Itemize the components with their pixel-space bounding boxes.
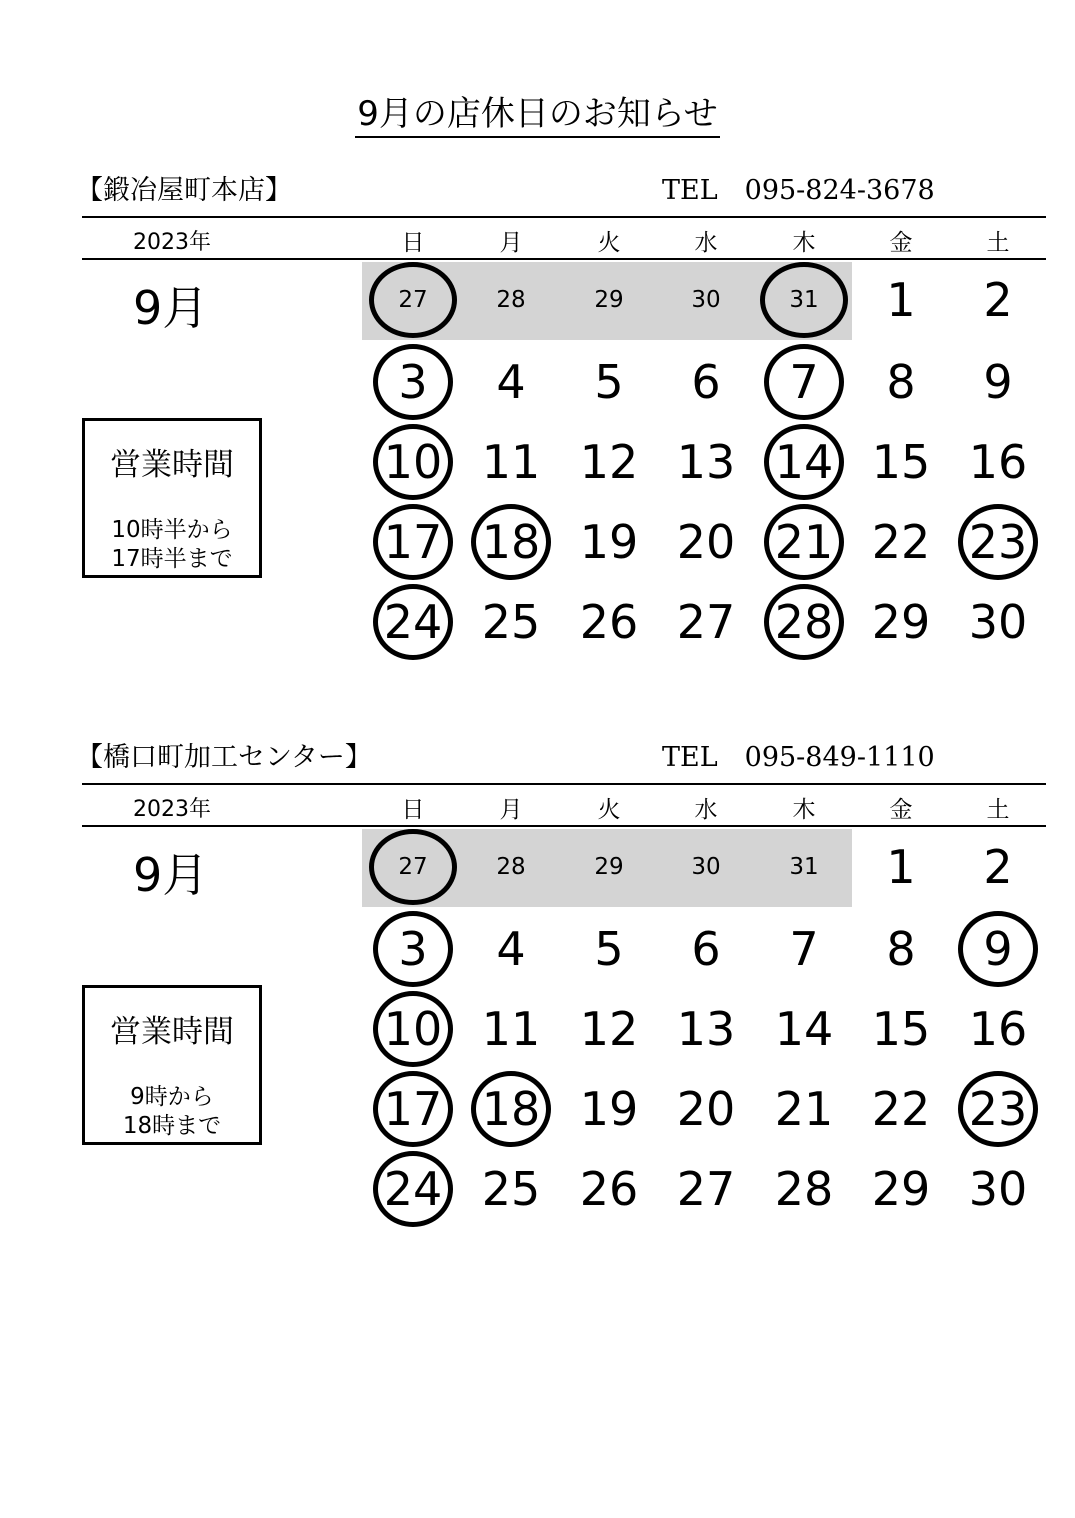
calendar-day — [661, 989, 751, 1069]
closed-day-circle — [958, 911, 1038, 987]
day-number: 25 — [481, 1162, 541, 1216]
day-number: 29 — [871, 595, 931, 649]
weekday-header: 月 — [499, 797, 523, 823]
business-hours-title: 営業時間 — [110, 447, 234, 483]
calendar-day — [759, 1149, 849, 1229]
closed-day-circle — [471, 1071, 551, 1147]
prev-month-day — [759, 827, 849, 907]
day-number: 10 — [383, 1002, 443, 1056]
weekday-header: 水 — [694, 797, 718, 823]
day-number: 22 — [871, 515, 931, 569]
closed-day-circle — [373, 1071, 453, 1147]
day-number: 27 — [398, 287, 428, 313]
prev-month-day — [564, 260, 654, 340]
calendar-day — [759, 422, 849, 502]
calendar-day — [856, 582, 946, 662]
calendar-day — [953, 1149, 1043, 1229]
calendar-month: 9月 — [133, 848, 209, 902]
day-number: 17 — [383, 1082, 443, 1136]
day-number: 31 — [789, 287, 819, 313]
day-number: 16 — [968, 435, 1028, 489]
day-number: 16 — [968, 1002, 1028, 1056]
weekday-header: 火 — [597, 230, 621, 256]
calendar-day — [953, 909, 1043, 989]
day-number: 29 — [594, 854, 624, 880]
closed-day-circle — [373, 1151, 453, 1227]
closed-day-circle — [764, 504, 844, 580]
day-number: 13 — [676, 435, 736, 489]
day-number: 14 — [774, 1002, 834, 1056]
prev-month-day — [368, 827, 458, 907]
header-rule-top — [82, 783, 1046, 785]
calendar-day — [368, 502, 458, 582]
day-number: 4 — [496, 922, 526, 976]
day-number: 30 — [968, 1162, 1028, 1216]
calendar-day — [466, 582, 556, 662]
weekday-header: 日 — [401, 797, 425, 823]
calendar-day — [759, 1069, 849, 1149]
calendar-month: 9月 — [133, 281, 209, 335]
closed-day-circle — [373, 344, 453, 420]
weekday-header: 金 — [889, 230, 913, 256]
day-number: 24 — [383, 1162, 443, 1216]
calendar-day — [661, 342, 751, 422]
calendar-day — [564, 422, 654, 502]
calendar-day — [759, 342, 849, 422]
closed-day-circle — [764, 584, 844, 660]
weekday-header: 木 — [792, 797, 816, 823]
day-number: 21 — [774, 1082, 834, 1136]
day-number: 28 — [774, 1162, 834, 1216]
calendar-day — [564, 502, 654, 582]
calendar-day — [661, 909, 751, 989]
day-number: 7 — [789, 355, 819, 409]
business-hours-box — [82, 418, 262, 578]
calendar-day — [856, 909, 946, 989]
day-number: 24 — [383, 595, 443, 649]
calendar-day — [466, 502, 556, 582]
calendar-day — [856, 260, 946, 340]
day-number: 28 — [496, 287, 526, 313]
calendar-day — [759, 989, 849, 1069]
prev-month-day — [661, 260, 751, 340]
calendar-day — [856, 827, 946, 907]
store-tel: TEL 095-849-1110 — [662, 742, 935, 773]
business-hours-line: 10時半から — [111, 517, 233, 543]
day-number: 23 — [968, 1082, 1028, 1136]
calendar-day — [856, 1149, 946, 1229]
day-number: 15 — [871, 435, 931, 489]
prev-month-day — [368, 260, 458, 340]
day-number: 9 — [983, 355, 1013, 409]
calendar-day — [564, 989, 654, 1069]
day-number: 4 — [496, 355, 526, 409]
closed-day-circle — [369, 829, 457, 905]
day-number: 27 — [676, 595, 736, 649]
day-number: 28 — [774, 595, 834, 649]
day-number: 25 — [481, 595, 541, 649]
prev-month-day — [564, 827, 654, 907]
calendar-day — [661, 502, 751, 582]
weekday-header: 火 — [597, 797, 621, 823]
prev-month-day — [759, 260, 849, 340]
calendar-day — [856, 1069, 946, 1149]
day-number: 10 — [383, 435, 443, 489]
store-section — [0, 735, 1075, 1375]
calendar-day — [564, 909, 654, 989]
business-hours-title: 営業時間 — [110, 1014, 234, 1050]
calendar-day — [368, 422, 458, 502]
day-number: 14 — [774, 435, 834, 489]
day-number: 23 — [968, 515, 1028, 569]
day-number: 19 — [579, 1082, 639, 1136]
day-number: 30 — [691, 854, 721, 880]
calendar-day — [953, 502, 1043, 582]
day-number: 22 — [871, 1082, 931, 1136]
calendar-day — [953, 582, 1043, 662]
day-number: 1 — [886, 273, 916, 327]
day-number: 5 — [594, 355, 624, 409]
header-rule-top — [82, 216, 1046, 218]
day-number: 28 — [496, 854, 526, 880]
day-number: 8 — [886, 922, 916, 976]
calendar-day — [466, 342, 556, 422]
weekday-header: 金 — [889, 797, 913, 823]
closed-day-circle — [373, 911, 453, 987]
weekday-header: 木 — [792, 230, 816, 256]
weekday-header: 水 — [694, 230, 718, 256]
closed-day-circle — [958, 1071, 1038, 1147]
closed-day-circle — [764, 344, 844, 420]
day-number: 3 — [398, 355, 428, 409]
calendar-day — [368, 909, 458, 989]
calendar-day — [466, 909, 556, 989]
calendar-day — [368, 989, 458, 1069]
weekday-header: 土 — [986, 797, 1010, 823]
day-number: 3 — [398, 922, 428, 976]
page-title-text: 9月の店休日のお知らせ — [355, 94, 720, 138]
closed-day-circle — [760, 262, 848, 338]
day-number: 20 — [676, 515, 736, 569]
business-hours-line: 18時まで — [122, 1113, 222, 1139]
closed-day-circle — [373, 424, 453, 500]
closed-day-circle — [958, 504, 1038, 580]
day-number: 30 — [691, 287, 721, 313]
day-number: 9 — [983, 922, 1013, 976]
day-number: 17 — [383, 515, 443, 569]
calendar-day — [856, 989, 946, 1069]
calendar-day — [856, 422, 946, 502]
calendar-day — [759, 909, 849, 989]
day-number: 29 — [871, 1162, 931, 1216]
day-number: 2 — [983, 273, 1013, 327]
calendar-year: 2023年 — [133, 797, 211, 822]
closed-day-circle — [369, 262, 457, 338]
day-number: 11 — [481, 435, 541, 489]
weekday-header: 日 — [401, 230, 425, 256]
calendar-day — [661, 1069, 751, 1149]
business-hours-line: 17時半まで — [111, 546, 233, 572]
calendar-day — [368, 342, 458, 422]
day-number: 2 — [983, 840, 1013, 894]
day-number: 26 — [579, 1162, 639, 1216]
day-number: 11 — [481, 1002, 541, 1056]
calendar-day — [759, 582, 849, 662]
store-name: 【橋口町加工センター】 — [76, 742, 372, 773]
calendar-day — [953, 342, 1043, 422]
calendar-day — [564, 1069, 654, 1149]
calendar-day — [368, 1149, 458, 1229]
calendar-day — [368, 582, 458, 662]
day-number: 21 — [774, 515, 834, 569]
calendar-day — [368, 1069, 458, 1149]
day-number: 6 — [691, 355, 721, 409]
day-number: 26 — [579, 595, 639, 649]
day-number: 18 — [481, 1082, 541, 1136]
day-number: 29 — [594, 287, 624, 313]
calendar-day — [856, 342, 946, 422]
calendar-day — [564, 582, 654, 662]
calendar-day — [661, 422, 751, 502]
day-number: 20 — [676, 1082, 736, 1136]
day-number: 12 — [579, 1002, 639, 1056]
calendar-day — [466, 1069, 556, 1149]
day-number: 5 — [594, 922, 624, 976]
page-title — [0, 86, 1075, 135]
store-name: 【鍛冶屋町本店】 — [76, 175, 292, 206]
calendar-day — [953, 422, 1043, 502]
day-number: 18 — [481, 515, 541, 569]
calendar-day — [564, 342, 654, 422]
calendar-day — [661, 582, 751, 662]
day-number: 7 — [789, 922, 819, 976]
prev-month-day — [661, 827, 751, 907]
day-number: 6 — [691, 922, 721, 976]
prev-month-day — [466, 827, 556, 907]
day-number: 19 — [579, 515, 639, 569]
closed-day-circle — [373, 991, 453, 1067]
day-number: 1 — [886, 840, 916, 894]
closed-day-circle — [764, 424, 844, 500]
business-hours-box — [82, 985, 262, 1145]
day-number: 15 — [871, 1002, 931, 1056]
calendar-day — [466, 1149, 556, 1229]
calendar-day — [564, 1149, 654, 1229]
day-number: 13 — [676, 1002, 736, 1056]
calendar-day — [953, 989, 1043, 1069]
day-number: 30 — [968, 595, 1028, 649]
closed-day-circle — [373, 504, 453, 580]
calendar-day — [661, 1149, 751, 1229]
weekday-header: 土 — [986, 230, 1010, 256]
calendar-day — [953, 1069, 1043, 1149]
prev-month-day — [466, 260, 556, 340]
closed-day-circle — [471, 504, 551, 580]
weekday-header: 月 — [499, 230, 523, 256]
day-number: 27 — [398, 854, 428, 880]
calendar-day — [759, 502, 849, 582]
store-tel: TEL 095-824-3678 — [662, 175, 935, 206]
calendar-day — [466, 422, 556, 502]
closed-day-circle — [373, 584, 453, 660]
business-hours-line: 9時から — [130, 1084, 214, 1110]
calendar-day — [856, 502, 946, 582]
day-number: 8 — [886, 355, 916, 409]
store-section — [0, 168, 1075, 808]
calendar-day — [953, 260, 1043, 340]
calendar-year: 2023年 — [133, 230, 211, 255]
day-number: 31 — [789, 854, 819, 880]
day-number: 12 — [579, 435, 639, 489]
calendar-day — [953, 827, 1043, 907]
day-number: 27 — [676, 1162, 736, 1216]
calendar-day — [466, 989, 556, 1069]
